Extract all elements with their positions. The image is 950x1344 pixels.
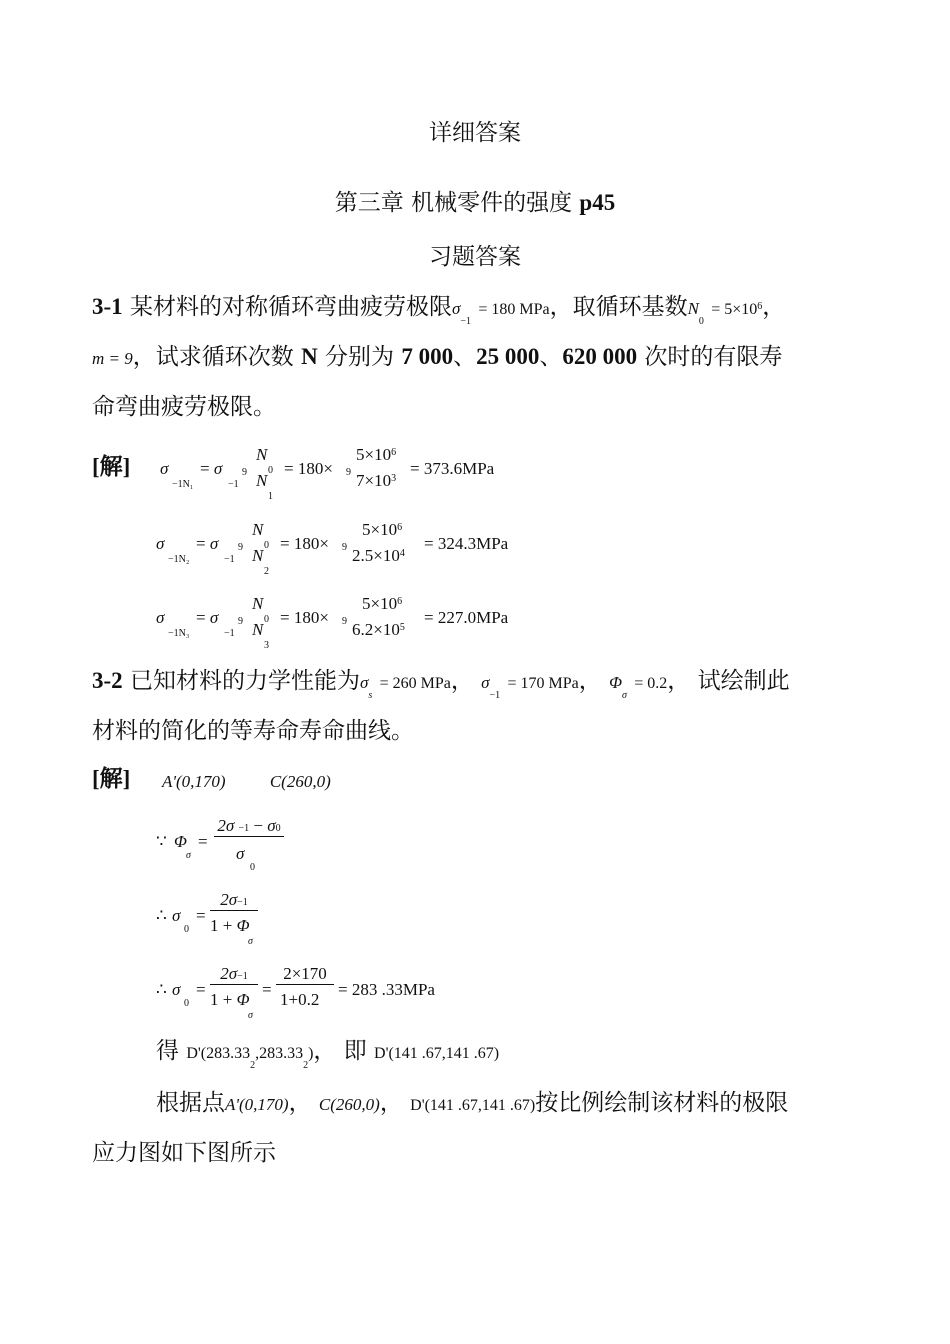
numerator-text: 5×10 bbox=[362, 520, 398, 539]
n0-exponent: 6 bbox=[757, 301, 763, 312]
final-line-2: 应力图如下图所示 bbox=[92, 1140, 276, 1166]
sigma-value: = 180 MPa bbox=[478, 301, 550, 318]
answers-subtitle: 习题答案 bbox=[429, 244, 521, 270]
problem-3-1-line-1 bbox=[92, 288, 872, 327]
point-a: A'(0,170) bbox=[162, 772, 226, 791]
n3-symbol: N bbox=[252, 620, 264, 639]
problem-3-2-line-2: 材料的简化的等寿命寿命曲线。 bbox=[92, 718, 414, 744]
subscript: 0 bbox=[184, 998, 189, 1009]
point-d: D'(141 .67,141 .67) bbox=[374, 1045, 500, 1062]
denominator bbox=[356, 471, 396, 491]
subscript: −1 bbox=[489, 690, 501, 701]
solution-label-3-2: [解] bbox=[92, 766, 131, 791]
subscript: 0 bbox=[264, 540, 269, 551]
chapter-heading bbox=[0, 184, 950, 217]
problem-text: ， bbox=[762, 294, 786, 320]
subscript: 0 bbox=[264, 614, 269, 625]
cycle-count-3: 620 000 bbox=[562, 344, 638, 369]
problem-text: 次时的有限寿 bbox=[637, 344, 783, 370]
calc-result: = 283 .33MPa bbox=[338, 980, 435, 999]
denominator bbox=[352, 620, 405, 640]
n0-symbol: N bbox=[252, 520, 264, 539]
subscript: 0 bbox=[698, 316, 704, 327]
m-value: m = 9 bbox=[92, 349, 133, 368]
subscript: σ bbox=[622, 690, 627, 701]
point-d-line bbox=[156, 1032, 936, 1071]
document-title: 详细答案 bbox=[429, 120, 521, 146]
separator: 、 bbox=[453, 344, 477, 370]
root-index: 9 bbox=[238, 616, 243, 627]
exponent: 5 bbox=[399, 622, 405, 633]
separator: ， bbox=[379, 1090, 403, 1116]
calc-numerator: 2×170 bbox=[276, 964, 334, 985]
subscript: 0 bbox=[250, 862, 255, 873]
subscript: −1N₃ bbox=[168, 628, 190, 639]
problem-3-2-line-1 bbox=[92, 662, 872, 701]
problem-text: 某材料的对称循环弯曲疲劳极限 bbox=[129, 294, 452, 320]
equals-sigma: = σ bbox=[196, 608, 219, 627]
final-text: 根据点 bbox=[156, 1090, 225, 1116]
sigma-symbol: σ bbox=[172, 980, 181, 999]
equals: = bbox=[196, 906, 206, 925]
points-a-c bbox=[162, 772, 331, 792]
multiplier: = 180× bbox=[280, 608, 329, 627]
sigma-m1-value: = 170 MPa bbox=[507, 675, 579, 692]
phi-symbol: Φ bbox=[174, 832, 187, 851]
result: = 227.0MPa bbox=[424, 608, 509, 627]
separator: ， bbox=[288, 1090, 312, 1116]
equals: = bbox=[198, 832, 208, 851]
root-index: 9 bbox=[346, 467, 351, 478]
final-line-1 bbox=[156, 1084, 936, 1117]
therefore-symbol: ∴ bbox=[156, 980, 167, 999]
phi-value: = 0.2 bbox=[634, 675, 668, 692]
equals-sigma: = σ bbox=[200, 459, 223, 478]
problem-text: ，取循环基数 bbox=[549, 294, 688, 320]
equals: = bbox=[262, 980, 272, 999]
n0-symbol: N bbox=[687, 299, 699, 318]
root-index: 9 bbox=[238, 542, 243, 553]
subscript: 0 bbox=[268, 465, 273, 476]
numerator-text: 5×10 bbox=[356, 445, 392, 464]
subscript: 2 bbox=[264, 566, 269, 577]
exponent: 3 bbox=[391, 473, 397, 484]
denominator-text: 2.5×10 bbox=[352, 546, 400, 565]
denominator bbox=[352, 546, 405, 566]
denominator-text: 7×10 bbox=[356, 471, 392, 490]
sigma-symbol: σ bbox=[359, 673, 369, 692]
sigma-symbol: σ bbox=[160, 459, 169, 478]
therefore-symbol: ∴ bbox=[156, 906, 167, 925]
point-a: A'(0,170) bbox=[225, 1095, 289, 1114]
problem-text: 已知材料的力学性能为 bbox=[122, 668, 360, 694]
exponent: 6 bbox=[397, 596, 403, 607]
point-d-raw: $D'(283.33_2,283.33_2)$ bbox=[186, 1045, 314, 1071]
point-d: D'(141 .67,141 .67) bbox=[410, 1097, 536, 1114]
problem-3-1-line-3: 命弯曲疲劳极限。 bbox=[92, 394, 276, 420]
sigma-symbol: σ bbox=[172, 906, 181, 925]
problem-text: ， 试绘制此 bbox=[667, 668, 790, 694]
fraction-numerator: 2σ−1 bbox=[210, 964, 258, 985]
exponent: 6 bbox=[397, 522, 403, 533]
numerator-text: 5×10 bbox=[362, 594, 398, 613]
subscript: −1 bbox=[224, 554, 235, 565]
subscript: −1N₂ bbox=[168, 554, 190, 565]
n0-symbol: N bbox=[256, 445, 268, 464]
n0-value: = 5×10 bbox=[711, 301, 758, 318]
equals-sigma: = σ bbox=[196, 534, 219, 553]
chapter-title: 第三章 机械零件的强度 bbox=[334, 190, 573, 216]
exponent: 6 bbox=[391, 447, 397, 458]
subscript: −1 bbox=[460, 316, 472, 327]
because-symbol: ∵ bbox=[156, 832, 167, 851]
result: = 373.6MPa bbox=[410, 459, 495, 478]
de-text: 得 bbox=[156, 1038, 179, 1064]
n1-symbol: N bbox=[256, 471, 268, 490]
ji-text: ， 即 bbox=[313, 1038, 367, 1064]
numerator bbox=[362, 520, 402, 540]
subscript: 1 bbox=[268, 491, 273, 502]
separator: ， bbox=[578, 668, 602, 694]
problem-number: 3-1 bbox=[92, 294, 123, 319]
multiplier: = 180× bbox=[284, 459, 333, 478]
chapter-page: p45 bbox=[579, 190, 616, 215]
problem-number: 3-2 bbox=[92, 668, 123, 693]
sigma-s-value: = 260 MPa bbox=[379, 675, 451, 692]
cycle-count-2: 25 000 bbox=[476, 344, 540, 369]
multiplier: = 180× bbox=[280, 534, 329, 553]
separator: ， bbox=[450, 668, 474, 694]
n-label: N bbox=[301, 344, 318, 369]
root-index: 9 bbox=[342, 616, 347, 627]
n0-symbol: N bbox=[252, 594, 264, 613]
root-index: 9 bbox=[242, 467, 247, 478]
fraction-numerator: 2σ −1 − σ0 bbox=[214, 816, 284, 837]
exponent: 4 bbox=[399, 548, 405, 559]
fraction-denominator: σ bbox=[236, 844, 245, 863]
subscript: s bbox=[368, 690, 373, 701]
denominator-text: 6.2×10 bbox=[352, 620, 400, 639]
final-text: 按比例绘制该材料的极限 bbox=[535, 1090, 789, 1116]
subscript: 3 bbox=[264, 640, 269, 651]
root-index: 9 bbox=[342, 542, 347, 553]
fraction-numerator: 2σ−1 bbox=[210, 890, 258, 911]
cycle-count-1: 7 000 bbox=[401, 344, 454, 369]
equals: = bbox=[196, 980, 206, 999]
subscript: σ bbox=[248, 1010, 253, 1021]
point-c: C(260,0) bbox=[269, 772, 331, 791]
sigma-symbol: σ bbox=[156, 608, 165, 627]
numerator bbox=[362, 594, 402, 614]
sigma-symbol: σ bbox=[481, 673, 490, 692]
numerator bbox=[356, 445, 396, 465]
solution-label-3-1: [解] bbox=[92, 454, 131, 479]
separator: 、 bbox=[539, 344, 563, 370]
problem-text: 分别为 bbox=[317, 344, 402, 370]
subscript: σ bbox=[248, 936, 253, 947]
n2-symbol: N bbox=[252, 546, 264, 565]
subscript: σ bbox=[186, 850, 191, 861]
problem-3-1-line-2 bbox=[92, 338, 872, 371]
point-c: C(260,0) bbox=[318, 1095, 380, 1114]
problem-text: ，试求循环次数 bbox=[132, 344, 302, 370]
fraction-denominator: 1 + Φ bbox=[210, 990, 250, 1009]
result: = 324.3MPa bbox=[424, 534, 509, 553]
subscript: −1 bbox=[224, 628, 235, 639]
subscript: 0 bbox=[184, 924, 189, 935]
phi-symbol: Φ bbox=[609, 673, 623, 692]
fraction-denominator: 1 + Φ bbox=[210, 916, 250, 935]
calc-denominator: 1+0.2 bbox=[280, 990, 320, 1009]
sigma-symbol: σ bbox=[451, 299, 461, 318]
sigma-symbol: σ bbox=[156, 534, 165, 553]
subscript: −1N₁ bbox=[172, 479, 194, 490]
subscript: −1 bbox=[228, 479, 239, 490]
